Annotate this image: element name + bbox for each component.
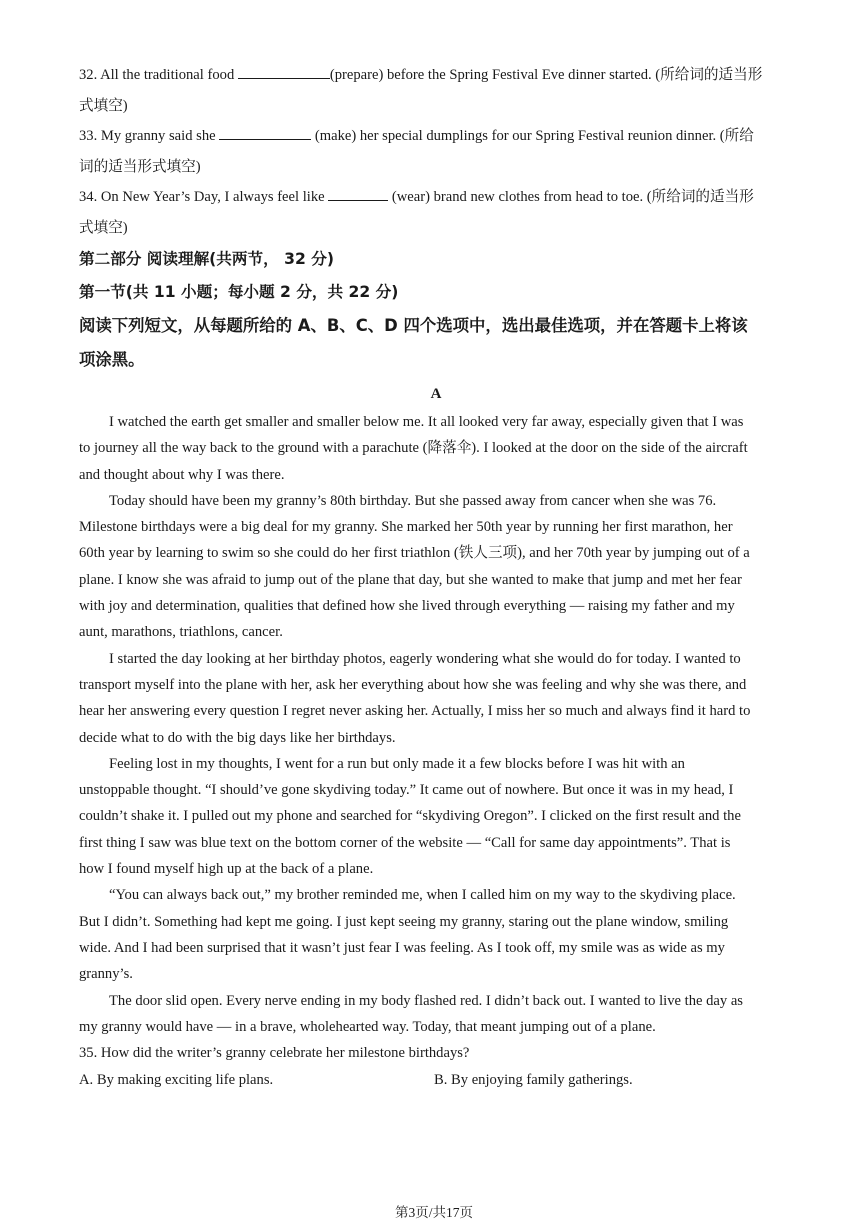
passage-line: Milestone birthdays were a big deal for my granny. She marked her 50th year by running her first marathon, her (79, 519, 733, 536)
passage-line: couldn’t shake it. I pulled out my phone and searched for “skydiving Oregon”. I clicked on the first result and the (79, 808, 741, 825)
instruction-line-1: 阅读下列短文，从每题所给的 A、B、C、D 四个选项中，选出最佳选项，并在答题卡上将该 (79, 316, 748, 335)
question-35-options (79, 1067, 793, 1093)
passage-line: first thing I saw was blue text on the bottom corner of the website — “Call for same day appointments”. That is (79, 834, 731, 851)
question-32 (79, 60, 793, 121)
passage-line: and thought about why I was there. (79, 466, 285, 483)
option-a[interactable]: A. By making exciting life plans. (79, 1071, 274, 1088)
part-title: 第二部分 阅读理解(共两节， 32 分) (79, 250, 334, 268)
answer-blank-34[interactable] (328, 186, 388, 201)
question-34-line-1 (79, 182, 793, 213)
instruction-line-2: 项涂黑。 (79, 350, 145, 369)
passage-line: how I found myself high up at the back of a plane. (79, 861, 374, 878)
passage-line: 60th year by learning to swim so she could do her first triathlon (铁人三项), and her 70th year by jumping out of a (79, 545, 750, 562)
passage-line: Today should have been my granny’s 80th birthday. But she passed away from cancer when she was 76. (109, 492, 717, 509)
question-33-text-before: 33. My granny said she (79, 128, 220, 144)
passage-paragraph (79, 882, 793, 987)
passage-line: The door slid open. Every nerve ending in my body flashed red. I didn’t back out. I wanted to live the day as (109, 992, 743, 1009)
question-32-line-1 (79, 60, 793, 91)
passage-line: But I didn’t. Something had kept me going. I just kept seeing my granny, staring out the plane window, smiling (79, 913, 729, 930)
passage-paragraph (79, 751, 793, 882)
passage-line: unstoppable thought. “I should’ve gone skydiving today.” It came out of nowhere. But once it was in my head, I (79, 782, 734, 799)
question-32-line-2: 式填空) (79, 97, 128, 114)
passage-line: decide what to do with the big days like her birthdays. (79, 729, 396, 746)
question-33-line-2: 词的适当形式填空) (79, 158, 201, 175)
passage-line: with joy and determination, qualities that defined how she lived through everything — raising my father and my (79, 598, 735, 615)
question-32-text-before: 32. All the traditional food (79, 67, 238, 83)
question-34-text-after: (wear) brand new clothes from head to toe. (所给词的适当形 (388, 189, 754, 205)
passage-line: I watched the earth get smaller and smaller below me. It all looked very far away, especially given that I was (109, 414, 744, 430)
subsection-title: 第一节(共 11 小题；每小题 2 分，共 22 分) (79, 283, 399, 301)
question-33 (79, 121, 793, 182)
passage-line: aunt, marathons, triathlons, cancer. (79, 624, 283, 641)
question-34 (79, 182, 793, 243)
passage-line: “You can always back out,” my brother reminded me, when I called him on my way to the skydiving place. (109, 887, 736, 904)
passage-line: granny’s. (79, 966, 133, 983)
page-number: 第3页/共17页 (394, 1205, 473, 1220)
passage-line: plane. I know she was afraid to jump out of the plane that day, but she wanted to make that jump and met her fear (79, 571, 742, 588)
question-32-text-after: (prepare) before the Spring Festival Eve dinner started. (所给词的适当形 (329, 67, 763, 83)
passage-paragraph (79, 646, 793, 751)
passage-line: hear her answering every question I regret never asking her. Actually, I miss her so much and always find it hard to (79, 703, 751, 720)
option-b[interactable]: B. By enjoying family gatherings. (434, 1071, 633, 1088)
passage-line: to journey all the way back to the ground with a parachute (降落伞). I looked at the door on the side of the aircraft (79, 440, 748, 457)
question-34-line-2: 式填空) (79, 219, 128, 236)
question-35-stem: 35. How did the writer’s granny celebrate her milestone birthdays? (79, 1045, 470, 1062)
passage-line: my granny would have — in a brave, wholehearted way. Today, that meant jumping out of a plane. (79, 1018, 656, 1035)
question-33-line-1 (79, 121, 793, 152)
passage-paragraph (79, 488, 793, 646)
answer-blank-32[interactable] (238, 64, 330, 79)
exam-page (79, 60, 793, 1093)
passage-title: A (430, 386, 442, 402)
question-33-text-after: (make) her special dumplings for our Spring Festival reunion dinner. (所给 (311, 128, 754, 144)
answer-blank-33[interactable] (219, 125, 311, 140)
passage-line: Feeling lost in my thoughts, I went for a run but only made it a few blocks before I was hit with an (109, 755, 685, 772)
passage-line: I started the day looking at her birthday photos, eagerly wondering what she would do for today. I wanted to (109, 650, 741, 667)
passage-line: transport myself into the plane with her, ask her everything about how she was feeling and why she was there, and (79, 676, 747, 693)
question-34-text-before: 34. On New Year’s Day, I always feel like (79, 189, 329, 205)
passage-body (79, 409, 793, 1040)
passage-line: wide. And I had been surprised that it wasn’t just fear I was feeling. As I took off, my smile was as wide as my (79, 939, 725, 956)
passage-paragraph (79, 409, 793, 488)
passage-paragraph (79, 988, 793, 1041)
